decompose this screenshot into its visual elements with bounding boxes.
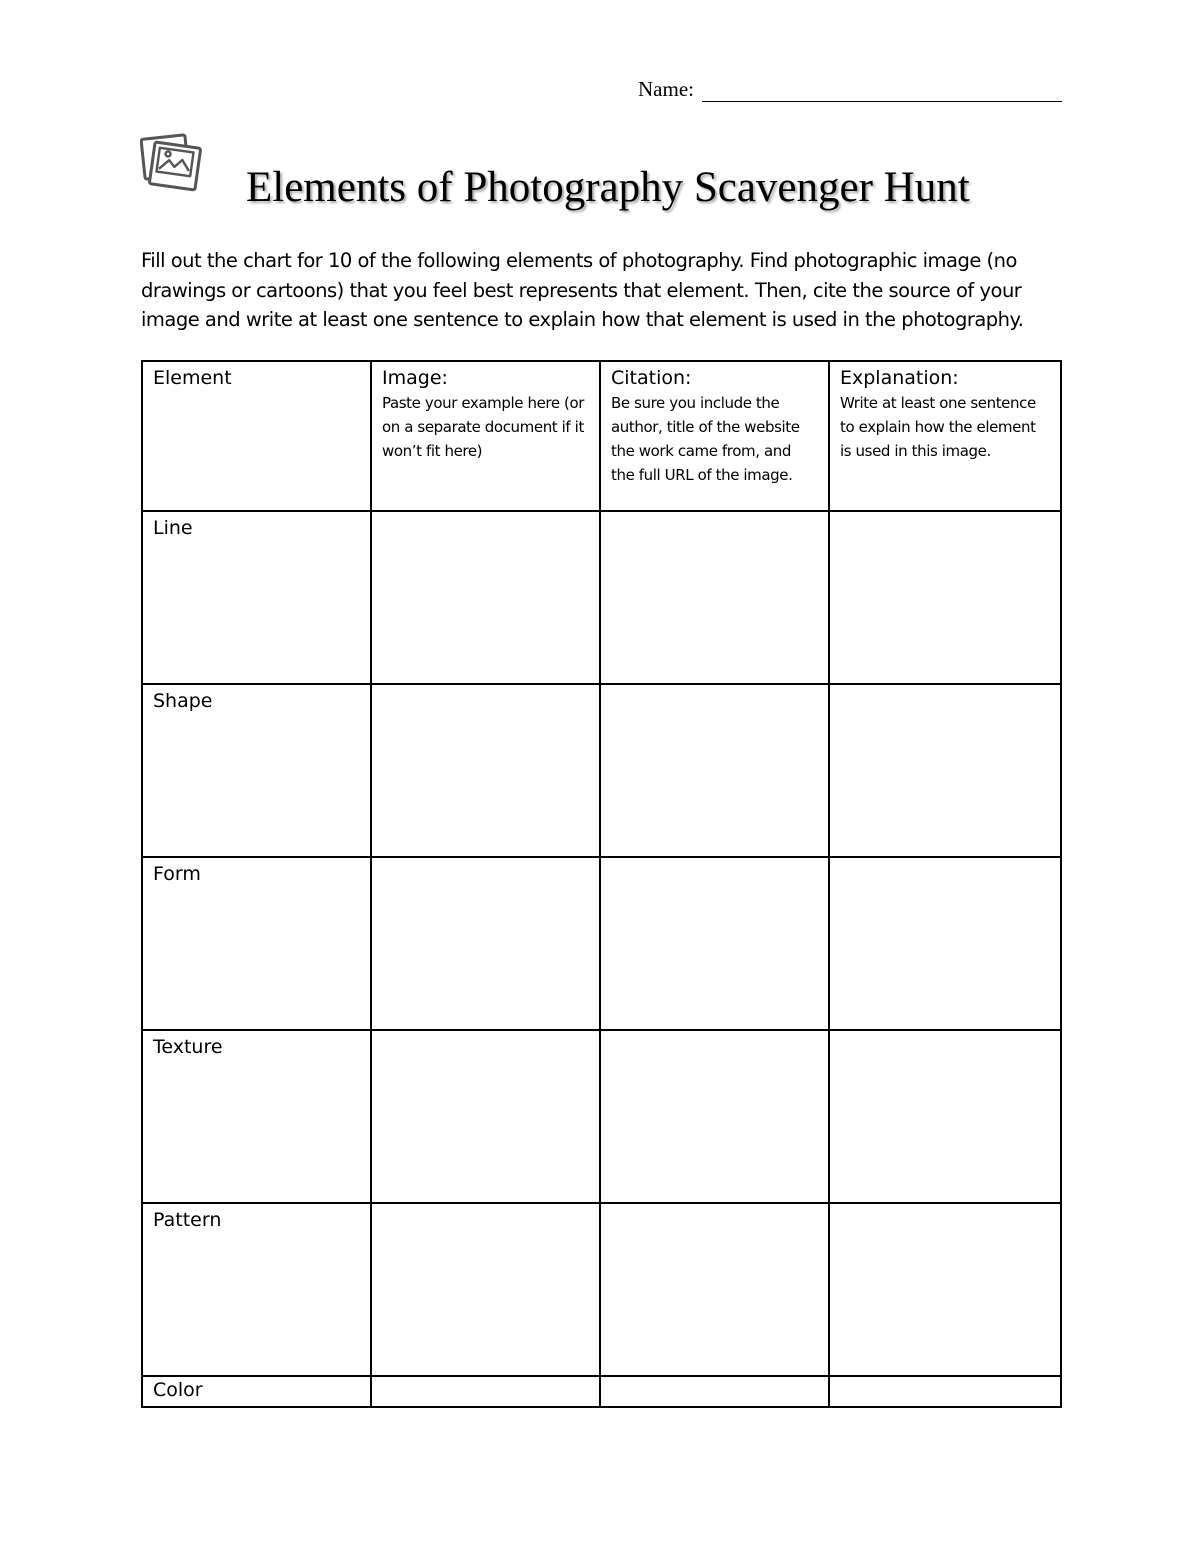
column-header-image: Image: Paste your example here (or on a separate document if it won’t fit here) bbox=[371, 361, 600, 511]
column-instructions: Write at least one sentence to explain how the element is used in this image. bbox=[840, 394, 1036, 460]
element-label: Form bbox=[153, 863, 201, 885]
name-field-row bbox=[638, 74, 1062, 102]
element-label: Color bbox=[153, 1379, 203, 1401]
element-cell bbox=[142, 511, 371, 684]
column-instructions: Paste your example here (or on a separate document if it won’t fit here) bbox=[382, 394, 585, 460]
element-label: Pattern bbox=[153, 1209, 222, 1231]
table-row bbox=[142, 857, 1061, 1030]
image-cell[interactable] bbox=[371, 511, 600, 684]
instructions-paragraph: Fill out the chart for 10 of the following elements of photography. Find photographic image (no drawings or cartoons) that you feel best represents that element. Then, cite the source of your image and write at least one sentence to explain how that element is used in the photography. bbox=[141, 249, 1024, 331]
citation-cell[interactable] bbox=[600, 684, 829, 857]
explanation-cell[interactable] bbox=[829, 857, 1061, 1030]
column-instructions: Be sure you include the author, title of the website the work came from, and the full URL of the image. bbox=[611, 394, 800, 484]
image-cell[interactable] bbox=[371, 684, 600, 857]
explanation-cell[interactable] bbox=[829, 684, 1061, 857]
header-row bbox=[142, 361, 1061, 511]
element-cell bbox=[142, 1203, 371, 1376]
citation-cell[interactable] bbox=[600, 857, 829, 1030]
element-label: Shape bbox=[153, 690, 213, 712]
name-label: Name: bbox=[638, 77, 694, 101]
citation-cell[interactable] bbox=[600, 1030, 829, 1203]
element-cell bbox=[142, 857, 371, 1030]
column-header-citation: Citation: Be sure you include the author, title of the website the work came from, and the full URL of the image. bbox=[600, 361, 829, 511]
photo-stack-icon bbox=[140, 133, 210, 199]
element-cell bbox=[142, 684, 371, 857]
table-row bbox=[142, 511, 1061, 684]
element-label: Line bbox=[153, 517, 193, 539]
column-header-explanation: Explanation: Write at least one sentence to explain how the element is used in this image. bbox=[829, 361, 1061, 511]
scavenger-hunt-table bbox=[141, 360, 1062, 1408]
citation-cell[interactable] bbox=[600, 1376, 829, 1407]
name-blank-line[interactable] bbox=[702, 79, 1062, 102]
image-cell[interactable] bbox=[371, 1376, 600, 1407]
explanation-cell[interactable] bbox=[829, 1376, 1061, 1407]
image-cell[interactable] bbox=[371, 1203, 600, 1376]
element-cell bbox=[142, 1376, 371, 1407]
image-cell[interactable] bbox=[371, 857, 600, 1030]
table-row bbox=[142, 684, 1061, 857]
citation-cell[interactable] bbox=[600, 511, 829, 684]
explanation-cell[interactable] bbox=[829, 1030, 1061, 1203]
column-header-element: Element bbox=[142, 361, 371, 511]
image-cell[interactable] bbox=[371, 1030, 600, 1203]
page-title: Elements of Photography Scavenger Hunt bbox=[246, 164, 970, 211]
table-row bbox=[142, 1030, 1061, 1203]
citation-cell[interactable] bbox=[600, 1203, 829, 1376]
explanation-cell[interactable] bbox=[829, 511, 1061, 684]
table-row bbox=[142, 1203, 1061, 1376]
element-cell bbox=[142, 1030, 371, 1203]
element-label: Texture bbox=[153, 1036, 223, 1058]
table-row bbox=[142, 1376, 1061, 1407]
explanation-cell[interactable] bbox=[829, 1203, 1061, 1376]
